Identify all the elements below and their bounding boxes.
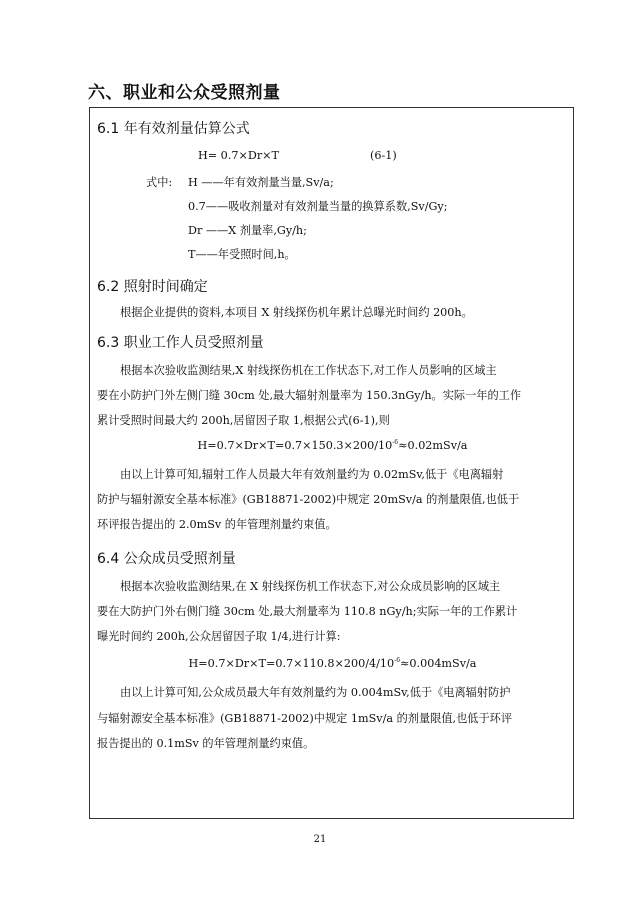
occupational-paragraph-line: 累计受照时间最大约 200h,居留因子取 1,根据公式(6-1),则 (97, 414, 390, 427)
public-paragraph-line: 要在大防护门外右侧门缝 30cm 处,最大剂量率为 110.8 nGy/h;实际一年的工作累计 (97, 605, 518, 618)
page-heading: 六、职业和公众受照剂量 (88, 83, 281, 103)
occupational-calculation (90, 439, 575, 453)
definition-t: T——年受照时间,h。 (188, 248, 296, 261)
occupational-paragraph-line: 要在小防护门外左侧门缝 30cm 处,最大辐射剂量率为 150.3nGy/h。实际一年的工作 (97, 389, 522, 402)
content-frame (89, 107, 574, 819)
calculation-exponent: -6 (394, 657, 401, 664)
calculation-exponent: -6 (392, 439, 399, 446)
where-label: 式中: (146, 176, 173, 189)
public-paragraph-line: 曝光时间约 200h,公众居留因子取 1/4,进行计算: (97, 630, 341, 643)
section-6-1-title: 6.1 年有效剂量估算公式 (97, 121, 250, 137)
page-number: 21 (313, 834, 327, 845)
calculation-result: ≈0.02mSv/a (398, 439, 468, 452)
section-6-4-title: 6.4 公众成员受照剂量 (97, 551, 236, 567)
occupational-conclusion-line: 由以上计算可知,辐射工作人员最大年有效剂量约为 0.02mSv,低于《电离辐射 (120, 468, 504, 481)
occupational-paragraph-line: 根据本次验收监测结果,X 射线探伤机在工作状态下,对工作人员影响的区域主 (120, 364, 497, 377)
exposure-time-text: 根据企业提供的资料,本项目 X 射线探伤机年累计总曝光时间约 200h。 (120, 306, 473, 319)
section-6-2-title: 6.2 照射时间确定 (97, 279, 208, 295)
public-conclusion-line: 由以上计算可知,公众成员最大年有效剂量约为 0.004mSv,低于《电离辐射防护 (120, 686, 511, 699)
occupational-conclusion-line: 环评报告提出的 2.0mSv 的年管理剂量约束值。 (97, 518, 337, 531)
public-conclusion-line: 报告提出的 0.1mSv 的年管理剂量约束值。 (97, 737, 315, 750)
formula: H= 0.7×Dr×T (198, 149, 280, 162)
section-6-3-title: 6.3 职业工作人员受照剂量 (97, 335, 264, 351)
calculation-main: H=0.7×Dr×T=0.7×110.8×200/4/10 (188, 657, 395, 670)
calculation-result: ≈0.004mSv/a (400, 657, 477, 670)
public-paragraph-line: 根据本次验收监测结果,在 X 射线探伤机工作状态下,对公众成员影响的区域主 (120, 580, 501, 593)
formula-number: (6-1) (370, 149, 397, 162)
occupational-conclusion-line: 防护与辐射源安全基本标准》(GB18871-2002)中规定 20mSv/a 的剂量限值,也低于 (97, 493, 520, 506)
definition-h: H ——年有效剂量当量,Sv/a; (188, 176, 334, 189)
public-calculation (90, 657, 575, 671)
definition-dr: Dr ——X 剂量率,Gy/h; (188, 224, 307, 237)
definition-coefficient: 0.7——吸收剂量对有效剂量当量的换算系数,Sv/Gy; (188, 200, 448, 213)
calculation-main: H=0.7×Dr×T=0.7×150.3×200/10 (197, 439, 393, 452)
public-conclusion-line: 与辐射源安全基本标准》(GB18871-2002)中规定 1mSv/a 的剂量限值,也低于环评 (97, 712, 513, 725)
